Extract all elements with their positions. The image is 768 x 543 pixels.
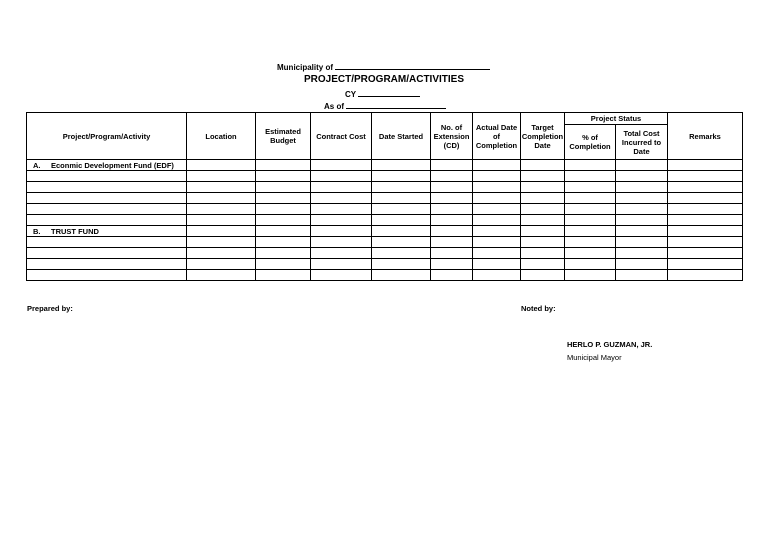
section-row-a bbox=[27, 160, 743, 171]
col-extension: No. of Extension (CD) bbox=[431, 113, 473, 160]
col-location: Location bbox=[187, 113, 256, 160]
as-of-line bbox=[324, 101, 446, 111]
section-b-cell bbox=[27, 226, 187, 237]
section-a-cell bbox=[27, 160, 187, 171]
table-row bbox=[27, 204, 743, 215]
col-target-date: Target Completion Date bbox=[521, 113, 565, 160]
col-contract-cost: Contract Cost bbox=[311, 113, 372, 160]
col-total-cost: Total Cost Incurred to Date bbox=[616, 125, 668, 160]
section-b-name: TRUST FUND bbox=[51, 226, 99, 236]
page-title: PROJECT/PROGRAM/ACTIVITIES bbox=[303, 74, 464, 85]
as-of-label: As of bbox=[324, 102, 344, 111]
table-row bbox=[27, 237, 743, 248]
col-remarks: Remarks bbox=[668, 113, 743, 160]
section-row-b bbox=[27, 226, 743, 237]
table-row bbox=[27, 215, 743, 226]
signatory-title: Municipal Mayor bbox=[567, 353, 622, 362]
col-pct-completion: % of Completion bbox=[565, 125, 616, 160]
section-b-letter: B. bbox=[33, 226, 41, 236]
table-row bbox=[27, 270, 743, 281]
table-row bbox=[27, 259, 743, 270]
table-row bbox=[27, 248, 743, 259]
municipality-line bbox=[277, 62, 490, 72]
cy-label: CY bbox=[345, 90, 356, 99]
table-row bbox=[27, 182, 743, 193]
col-date-started: Date Started bbox=[372, 113, 431, 160]
prepared-by-label: Prepared by: bbox=[27, 304, 73, 313]
as-of-blank bbox=[346, 101, 446, 109]
col-activity: Project/Program/Activity bbox=[27, 113, 187, 160]
col-actual-date: Actual Date of Completion bbox=[473, 113, 521, 160]
cy-blank bbox=[358, 89, 420, 97]
table-row bbox=[27, 193, 743, 204]
section-a-name: Econmic Development Fund (EDF) bbox=[51, 160, 174, 170]
section-a-letter: A. bbox=[33, 160, 41, 170]
col-project-status: Project Status bbox=[565, 113, 668, 125]
signatory-name: HERLO P. GUZMAN, JR. bbox=[567, 340, 653, 349]
municipality-label: Municipality of bbox=[277, 63, 333, 72]
noted-by-label: Noted by: bbox=[521, 304, 556, 313]
projects-table bbox=[26, 112, 743, 281]
table-row bbox=[27, 171, 743, 182]
cy-line bbox=[345, 89, 420, 99]
municipality-blank bbox=[335, 62, 490, 70]
col-estimated-budget: Estimated Budget bbox=[256, 113, 311, 160]
